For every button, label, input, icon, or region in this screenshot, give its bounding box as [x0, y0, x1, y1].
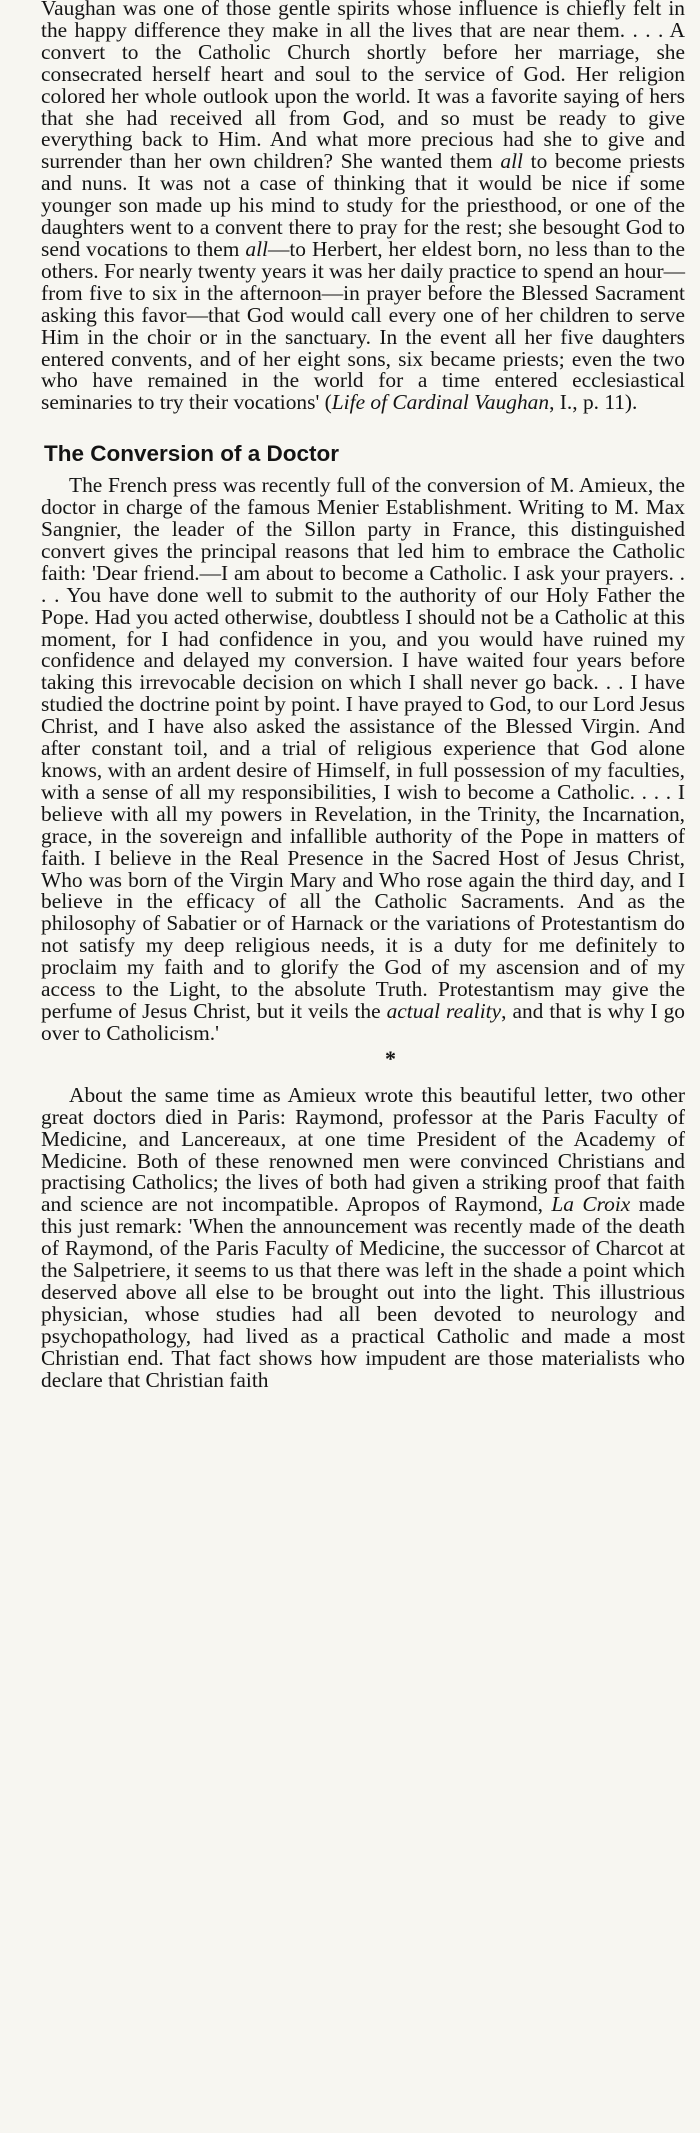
- intro-text-part-2: to become priests and nuns. It was not a case of thinking that it would be nice if some younger son made up his mind to study for the priesthood, or one of the daughters went to a convent there to pray for the rest; she besought God to send vocations to them: [41, 149, 685, 261]
- intro-text-part-3: —to Herbert, her eldest born, no less than to the others. For nearly twenty years it was her daily practice to spend an hour—from five to six in the afternoon—in prayer before the Blessed Sacrament asking this favor—that God would call every one of her children to serve Him in the choir or in the sanctuary. In the event all her five daughters entered convents, and of her eight sons, six became priests; even the two who have remained in the world for a time entered ecclesiastical seminaries to try their vocations' (: [41, 236, 685, 415]
- doctors-text-part-2: made this just remark: 'When the announcement was recently made of the death of Raymond, of the Paris Faculty of Medicine, the successor of Charcot at the Salpetriere, it seems to us that there was left in the shade a point which deserved above all else to be brought out into the light. This illustrious physician, whose studies had all been devoted to neurology and psychopathology, had lived as a practical Catholic and made a most Christian end. That fact shows how impudent are those materialists who declare that Christian faith: [41, 1192, 686, 1392]
- conversion-text-part-2: , and that is why I go over to Catholicism.': [41, 998, 685, 1045]
- doctors-paragraph: [41, 1082, 686, 1392]
- conversion-emphasis: actual reality: [386, 998, 502, 1023]
- conversion-paragraph: [41, 475, 685, 1045]
- intro-text-part-1: Vaughan was one of those gentle spirits whose influence is chiefly felt in the happy difference they make in all the lives that are near them. . . . A convert to the Catholic Church shortly before her marriage, she consecrated herself heart and soul to the service of God. Her religion colored her whole outlook upon the world. It was a favorite saying of hers that she had received all from God, and so must be ready to give everything back to Him. And what more precious had she to give and surrender than her own children? She wanted them: [41, 0, 685, 174]
- intro-text-part-4: , I., p. 11).: [549, 390, 638, 415]
- intro-paragraph: [41, 0, 685, 414]
- doctors-emphasis-la-croix: La Croix: [551, 1192, 631, 1217]
- doctors-text-part-1: About the same time as Amieux wrote this beautiful letter, two other great doctors died in Paris: Raymond, professor at the Paris Faculty of Medicine, and Lancereaux, at one time President of the Academy of Medicine. Both of these renowned men were convinced Christians and practising Catholics; the lives of both had given a striking proof that faith and science are not incompatible. Apropos of Raymond,: [41, 1082, 685, 1217]
- intro-citation-title: Life of Cardinal Vaughan: [331, 390, 550, 415]
- intro-emphasis-all-2: all: [245, 236, 268, 261]
- conversion-text-part-1: The French press was recently full of the conversion of M. Amieux, the doctor in charge of the famous Menier Establishment. Writing to M. Max Sangnier, the leader of the Sillon party in France, this distinguished convert gives the principal reasons that led him to embrace the Catholic faith: 'Dear friend.—I am about to become a Catholic. I ask your prayers. . . . You have done well to submit to the authority of our Holy Father the Pope. Had you acted otherwise, doubtless I should not be a Catholic at this moment, for I had confidence in you, and you would have ruined my confidence and delayed my conversion. I have waited four years before taking this irrevocable decision on which I shall never go back. . . I have studied the doctrine point by point. I have prayed to God, to our Lord Jesus Christ, and I have also asked the assistance of the Blessed Virgin. And after constant toil, and a trial of religious experience that God alone knows, with an ardent desire of Himself, in full possession of my faculties, with a sense of all my responsibilities, I wish to become a Catholic. . . . I believe with all my powers in Revelation, in the Trinity, the Incarnation, grace, in the sovereign and infallible authority of the Pope in matters of faith. I believe in the Real Presence in the Sacred Host of Jesus Christ, Who was born of the Virgin Mary and Who rose again the third day, and I believe in the efficacy of all the Catholic Sacraments. And as the philosophy of Sabatier or of Harnack or the variations of Protestantism do not satisfy my deep religious needs, it is a duty for me definitely to proclaim my faith and to glorify the God of my ascension and of my access to the Light, to the absolute Truth. Protestantism may give the perfume of Jesus Christ, but it veils the: [41, 473, 685, 1023]
- section-heading: The Conversion of a Doctor: [44, 441, 340, 467]
- section-separator: *: [385, 1045, 396, 1071]
- intro-emphasis-all-1: all: [500, 149, 523, 174]
